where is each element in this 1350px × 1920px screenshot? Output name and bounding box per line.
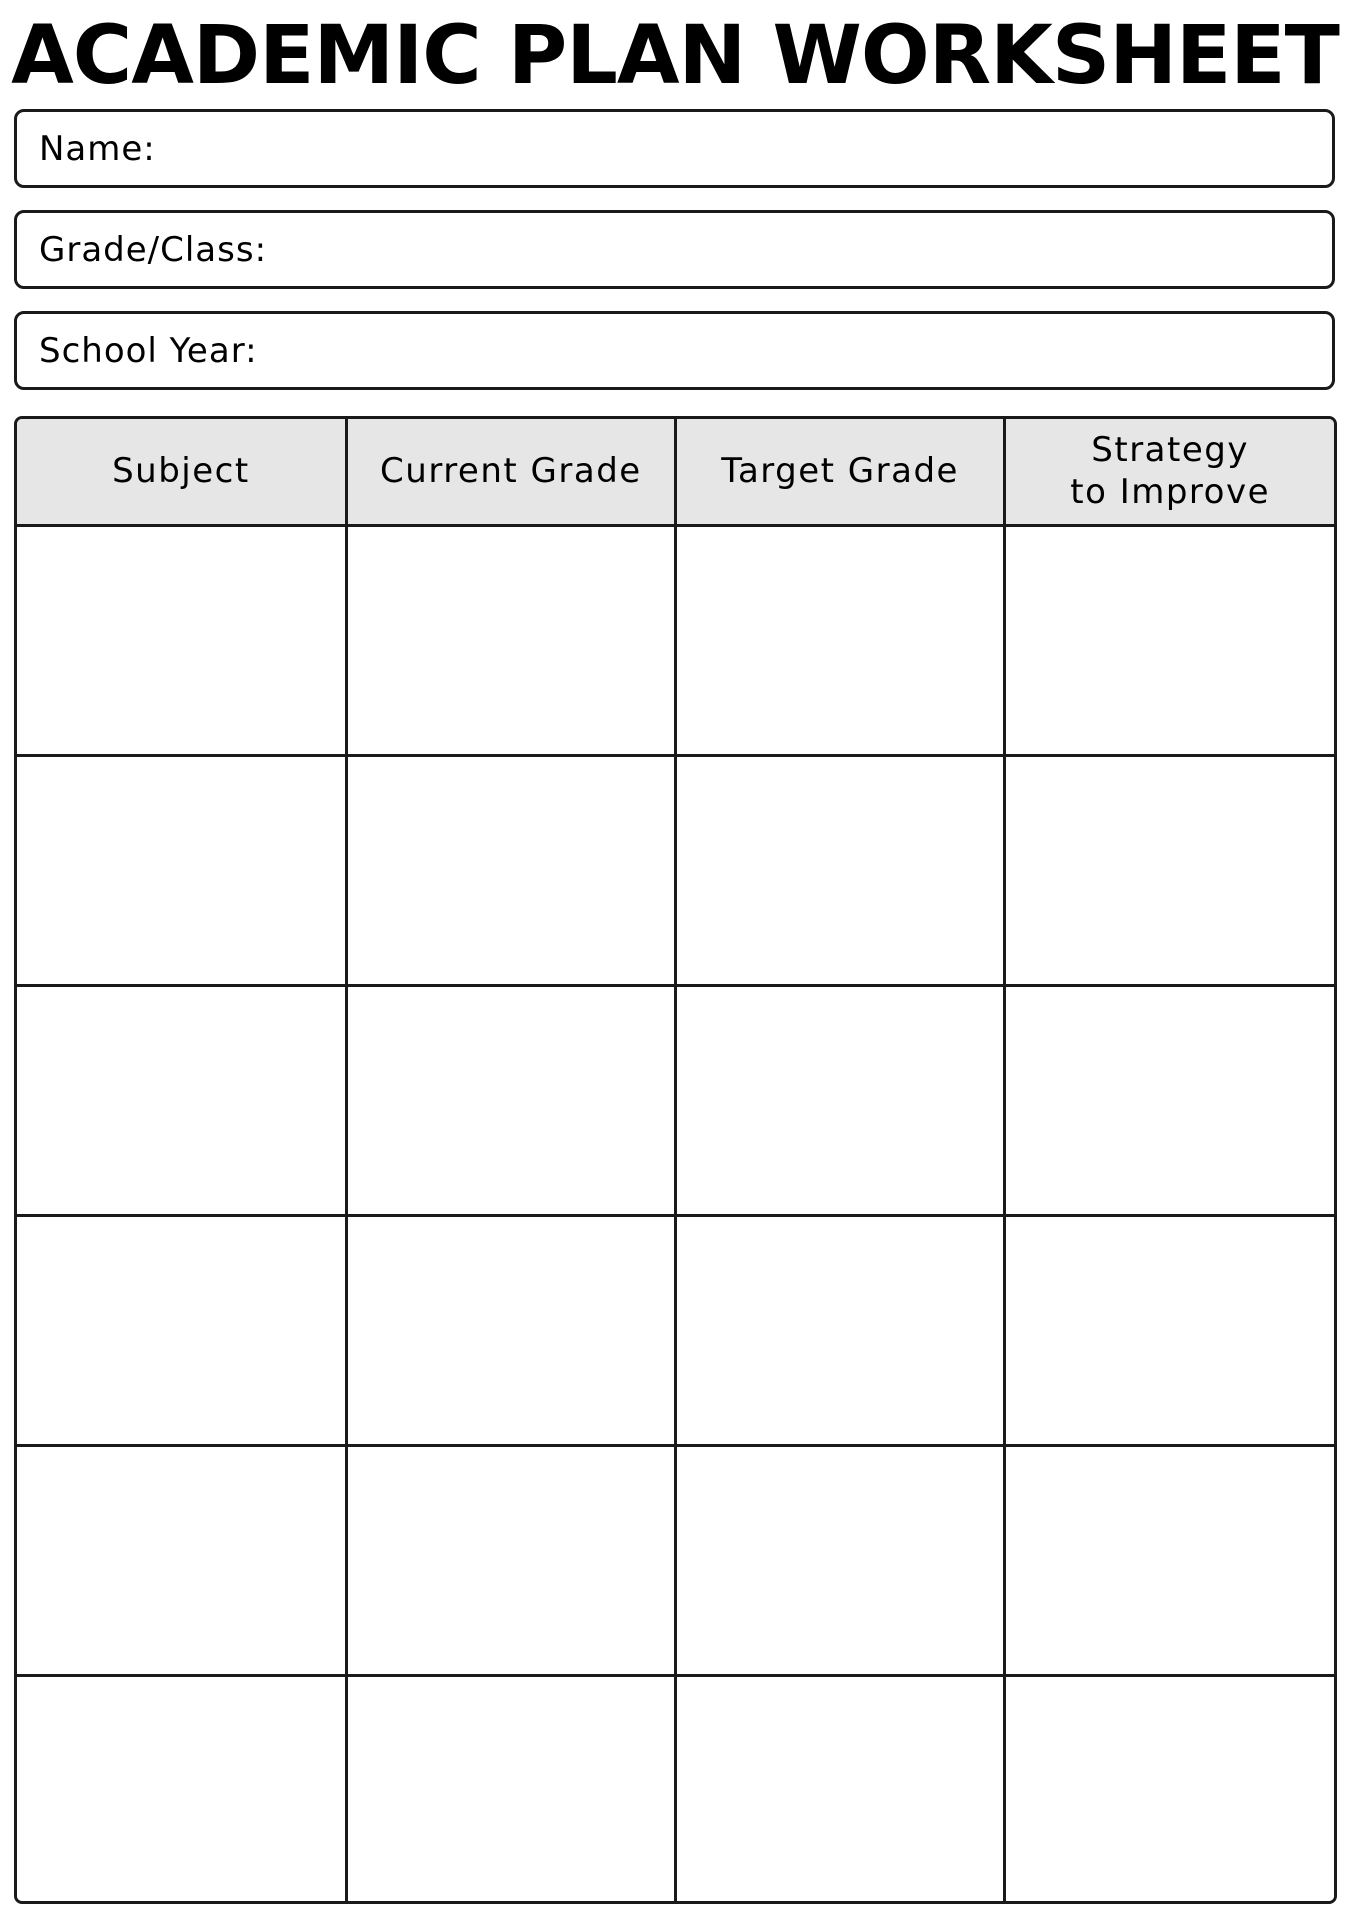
target-grade-cell[interactable] (676, 755, 1005, 985)
target-grade-cell[interactable] (676, 1445, 1005, 1675)
table-row (17, 1445, 1334, 1675)
table-row (17, 1675, 1334, 1904)
academic-plan-table (14, 416, 1337, 1904)
name-label: Name: (39, 128, 156, 169)
grade-class-field[interactable] (14, 210, 1335, 289)
grade-class-label: Grade/Class: (39, 229, 268, 270)
strategy-cell[interactable] (1005, 1445, 1334, 1675)
subject-cell[interactable] (17, 1445, 346, 1675)
subject-cell[interactable] (17, 985, 346, 1215)
current-grade-cell[interactable] (346, 1675, 675, 1904)
target-grade-cell[interactable] (676, 525, 1005, 755)
subject-cell[interactable] (17, 1675, 346, 1904)
current-grade-cell[interactable] (346, 1215, 675, 1445)
target-grade-cell[interactable] (676, 1675, 1005, 1904)
table-row (17, 755, 1334, 985)
plan-table-grid (17, 419, 1334, 1904)
current-grade-cell[interactable] (346, 1445, 675, 1675)
table-row (17, 525, 1334, 755)
header-strategy-to-improve: Strategy to Improve (1005, 419, 1334, 525)
header-subject: Subject (17, 419, 346, 525)
strategy-cell[interactable] (1005, 755, 1334, 985)
table-row (17, 1215, 1334, 1445)
strategy-cell[interactable] (1005, 1215, 1334, 1445)
current-grade-cell[interactable] (346, 755, 675, 985)
page-title: ACADEMIC PLAN WORKSHEET (11, 9, 1339, 103)
header-target-grade: Target Grade (676, 419, 1005, 525)
strategy-cell[interactable] (1005, 1675, 1334, 1904)
strategy-cell[interactable] (1005, 985, 1334, 1215)
strategy-cell[interactable] (1005, 525, 1334, 755)
current-grade-cell[interactable] (346, 985, 675, 1215)
header-current-grade: Current Grade (346, 419, 675, 525)
school-year-label: School Year: (39, 330, 258, 371)
school-year-field[interactable] (14, 311, 1335, 390)
table-header-row (17, 419, 1334, 525)
target-grade-cell[interactable] (676, 985, 1005, 1215)
target-grade-cell[interactable] (676, 1215, 1005, 1445)
current-grade-cell[interactable] (346, 525, 675, 755)
subject-cell[interactable] (17, 1215, 346, 1445)
table-row (17, 985, 1334, 1215)
subject-cell[interactable] (17, 755, 346, 985)
name-field[interactable] (14, 109, 1335, 188)
subject-cell[interactable] (17, 525, 346, 755)
